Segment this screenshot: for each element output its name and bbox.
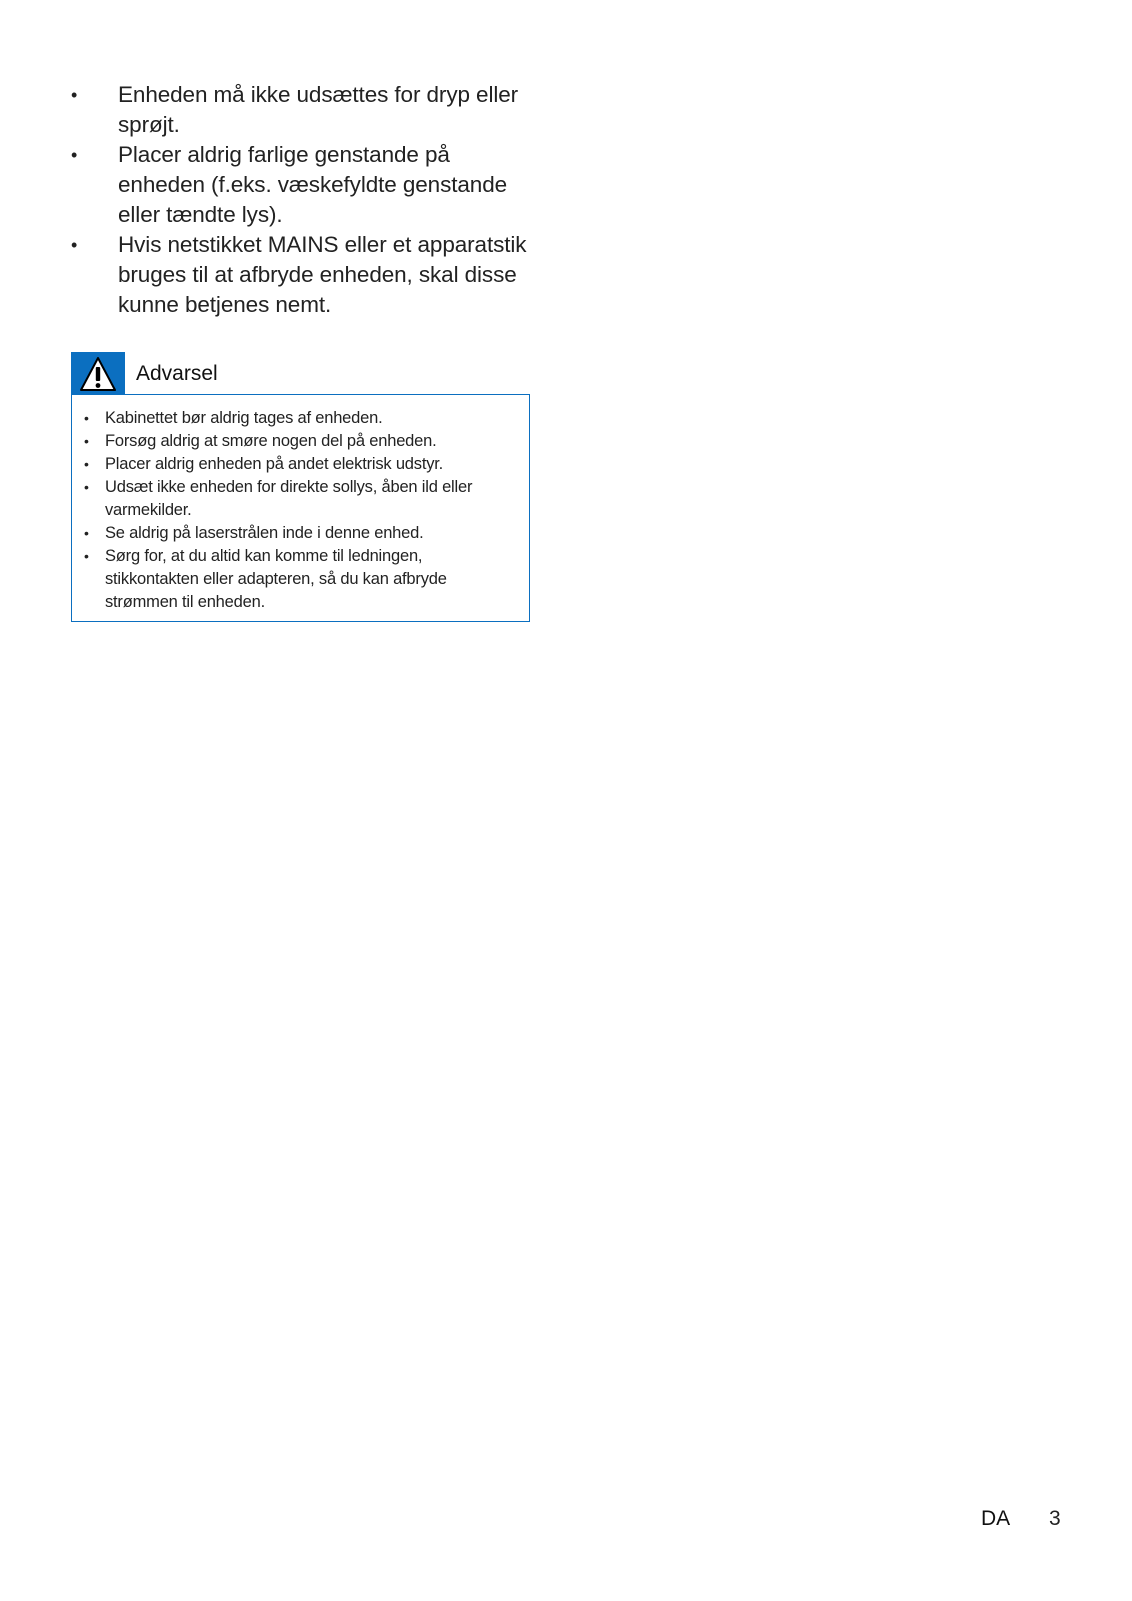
bullet-marker: • <box>71 145 78 165</box>
bullet-marker: • <box>84 548 89 564</box>
list-item-text: Forsøg aldrig at smøre nogen del på enheden. <box>105 432 437 450</box>
warning-title: Advarsel <box>136 362 218 385</box>
list-item-text: Sørg for, at du altid kan komme til ledningen, stikkontakten eller adapteren, så du kan afbryde strømmen til enheden. <box>105 547 447 611</box>
bullet-marker: • <box>84 525 89 541</box>
page-footer <box>0 1506 1132 1536</box>
warning-box <box>71 394 530 622</box>
bullet-marker: • <box>84 433 89 449</box>
list-item-text: Udsæt ikke enheden for direkte sollys, åben ild eller varmekilder. <box>105 478 473 519</box>
warning-header <box>71 352 531 395</box>
list-item-text: Se aldrig på laserstrålen inde i denne enhed. <box>105 524 424 542</box>
list-item-text: Placer aldrig farlige genstande på enheden (f.eks. væskefyldte genstande eller tændte lys). <box>118 142 508 227</box>
list-item <box>84 407 514 430</box>
warning-list <box>84 407 514 614</box>
bullet-marker: • <box>84 410 89 426</box>
list-item <box>84 522 514 545</box>
list-item <box>84 545 514 614</box>
bullet-marker: • <box>84 456 89 472</box>
list-item <box>71 80 531 140</box>
warning-triangle-icon <box>71 352 125 395</box>
list-item <box>84 476 514 522</box>
page-number: 3 <box>1049 1507 1061 1530</box>
list-item <box>84 453 514 476</box>
list-item-text: Enheden må ikke udsættes for dryp eller sprøjt. <box>118 82 519 137</box>
list-item-text: Placer aldrig enheden på andet elektrisk udstyr. <box>105 455 444 473</box>
list-item <box>71 140 531 230</box>
safety-bullet-list <box>71 80 531 320</box>
list-item <box>84 430 514 453</box>
bullet-marker: • <box>84 479 89 495</box>
bullet-marker: • <box>71 235 78 255</box>
list-item-text: Kabinettet bør aldrig tages af enheden. <box>105 409 383 427</box>
list-item-text: Hvis netstikket MAINS eller et apparatstik bruges til at afbryde enheden, skal disse kunne betjenes nemt. <box>118 232 527 317</box>
list-item <box>71 230 531 320</box>
language-code: DA <box>981 1507 1011 1530</box>
bullet-marker: • <box>71 85 78 105</box>
